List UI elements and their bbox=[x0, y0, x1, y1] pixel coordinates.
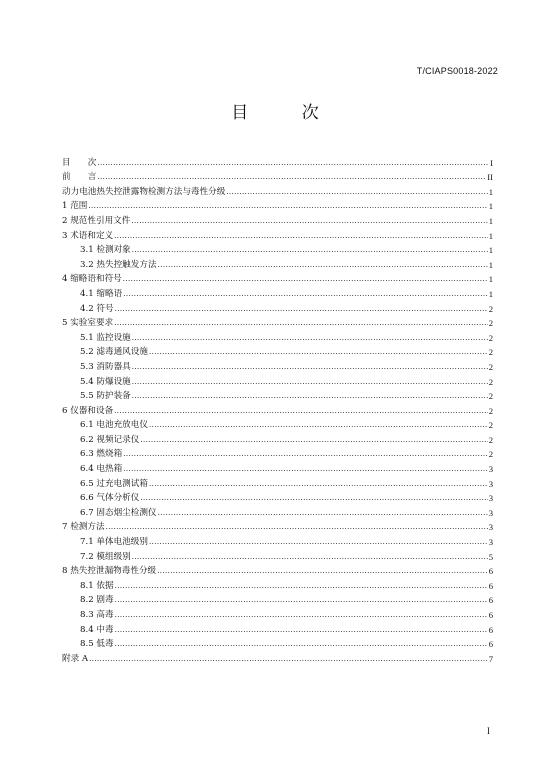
toc-leader-dots bbox=[132, 551, 488, 563]
toc-leader-dots bbox=[114, 317, 488, 329]
toc-entry-label: 4 缩略语和符号 bbox=[62, 274, 122, 285]
toc-entry-page: 2 bbox=[488, 405, 493, 416]
toc-leader-dots bbox=[115, 609, 488, 621]
toc-entry[interactable] bbox=[62, 606, 493, 621]
toc-entry-page: I bbox=[490, 157, 493, 168]
toc-entry-label: 6.3 燃烧箱 bbox=[80, 449, 123, 460]
toc-entry-label: 2 规范性引用文件 bbox=[62, 215, 131, 226]
toc-entry[interactable] bbox=[62, 315, 493, 330]
toc-entry[interactable] bbox=[62, 636, 493, 651]
toc-leader-dots bbox=[158, 507, 488, 519]
toc-leader-dots bbox=[123, 273, 488, 285]
toc-entry-label: 3 术语和定义 bbox=[62, 230, 114, 241]
toc-entry[interactable] bbox=[62, 533, 493, 548]
table-of-contents bbox=[62, 154, 493, 665]
toc-entry-label: 5 实验室要求 bbox=[62, 318, 114, 329]
toc-entry-label: 动力电池热失控泄露物检测方法与毒性分级 bbox=[62, 186, 226, 197]
toc-entry[interactable] bbox=[62, 358, 493, 373]
toc-entry-label: 6.1 电池充放电仪 bbox=[80, 420, 148, 431]
toc-entry-page: 3 bbox=[488, 537, 493, 548]
toc-entry[interactable] bbox=[62, 402, 493, 417]
toc-entry-page: 3 bbox=[488, 493, 493, 504]
page-title: 目 次 bbox=[231, 103, 343, 123]
toc-entry[interactable] bbox=[62, 300, 493, 315]
toc-leader-dots bbox=[149, 536, 488, 548]
toc-entry[interactable] bbox=[62, 519, 493, 534]
toc-entry[interactable] bbox=[62, 212, 493, 227]
toc-entry-page: 2 bbox=[488, 361, 493, 372]
toc-entry[interactable] bbox=[62, 417, 493, 432]
toc-entry-page: 1 bbox=[488, 259, 493, 270]
toc-leader-dots bbox=[97, 171, 486, 183]
toc-leader-dots bbox=[114, 230, 488, 242]
toc-leader-dots bbox=[88, 200, 487, 212]
toc-leader-dots bbox=[89, 653, 488, 665]
toc-entry[interactable] bbox=[62, 154, 493, 169]
toc-entry[interactable] bbox=[62, 329, 493, 344]
toc-leader-dots bbox=[140, 434, 487, 446]
toc-leader-dots bbox=[115, 303, 488, 315]
toc-entry[interactable] bbox=[62, 548, 493, 563]
toc-entry-page: 1 bbox=[488, 230, 493, 241]
toc-entry-page: 2 bbox=[488, 420, 493, 431]
toc-entry-page: 7 bbox=[488, 653, 493, 664]
toc-entry[interactable] bbox=[62, 621, 493, 636]
toc-entry-label: 8.5 低毒 bbox=[80, 639, 114, 650]
toc-entry-page: 2 bbox=[488, 303, 493, 314]
toc-leader-dots bbox=[106, 521, 488, 533]
toc-entry-page: 6 bbox=[488, 610, 493, 620]
toc-entry[interactable] bbox=[62, 475, 493, 490]
toc-entry[interactable] bbox=[62, 577, 493, 592]
toc-entry-page: 3 bbox=[488, 507, 493, 518]
toc-entry-page: II bbox=[487, 172, 493, 183]
toc-entry-label: 6.6 气体分析仪 bbox=[80, 493, 140, 504]
toc-entry[interactable] bbox=[62, 388, 493, 403]
toc-entry-page: 2 bbox=[488, 376, 493, 387]
toc-leader-dots bbox=[123, 463, 488, 475]
toc-leader-dots bbox=[131, 215, 487, 227]
toc-entry-label: 6.2 视频记录仪 bbox=[80, 434, 140, 445]
toc-entry-page: 2 bbox=[488, 318, 493, 329]
toc-entry[interactable] bbox=[62, 169, 493, 184]
toc-leader-dots bbox=[132, 332, 488, 344]
toc-entry[interactable] bbox=[62, 344, 493, 359]
toc-entry-label: 5.1 监控设施 bbox=[80, 332, 131, 343]
toc-entry[interactable] bbox=[62, 227, 493, 242]
toc-entry[interactable] bbox=[62, 592, 493, 607]
toc-entry-page: 6 bbox=[488, 580, 493, 591]
toc-entry-page: 2 bbox=[488, 449, 493, 460]
toc-entry[interactable] bbox=[62, 460, 493, 475]
toc-entry[interactable] bbox=[62, 563, 493, 578]
toc-leader-dots bbox=[132, 390, 488, 402]
toc-entry[interactable] bbox=[62, 183, 493, 198]
toc-entry-label: 6.5 过充电测试箱 bbox=[80, 478, 148, 489]
toc-entry-page: 6 bbox=[488, 566, 493, 577]
toc-entry-label: 附录 A bbox=[62, 653, 89, 664]
toc-entry-label: 8.3 高毒 bbox=[80, 610, 114, 620]
toc-entry-label: 5.3 消防器具 bbox=[80, 361, 131, 372]
toc-entry-label: 目 次 bbox=[62, 157, 97, 168]
toc-entry-label: 7.2 模组级别 bbox=[80, 551, 131, 562]
toc-entry[interactable] bbox=[62, 271, 493, 286]
toc-entry-label: 5.5 防护装备 bbox=[80, 391, 131, 402]
toc-entry-page: 3 bbox=[488, 464, 493, 475]
toc-entry-page: 1 bbox=[488, 245, 493, 256]
toc-leader-dots bbox=[149, 346, 488, 358]
toc-entry[interactable] bbox=[62, 198, 493, 213]
toc-entry[interactable] bbox=[62, 285, 493, 300]
toc-entry[interactable] bbox=[62, 242, 493, 257]
toc-leader-dots bbox=[114, 405, 488, 417]
toc-entry-page: 3 bbox=[488, 478, 493, 489]
toc-entry-label: 前 言 bbox=[62, 172, 97, 183]
toc-entry-label: 1 范围 bbox=[62, 201, 88, 212]
toc-entry-label: 8.2 剧毒 bbox=[80, 595, 114, 606]
toc-entry-page: 2 bbox=[488, 391, 493, 402]
toc-entry-page: 2 bbox=[488, 347, 493, 358]
toc-entry[interactable] bbox=[62, 650, 493, 665]
toc-entry[interactable] bbox=[62, 373, 493, 388]
toc-entry-page: 1 bbox=[488, 274, 493, 285]
toc-leader-dots bbox=[97, 157, 489, 169]
toc-entry-label: 4.2 符号 bbox=[80, 303, 114, 314]
toc-leader-dots bbox=[132, 244, 488, 256]
standard-code: T/CIAPS0018-2022 bbox=[416, 66, 498, 76]
toc-entry-page: 6 bbox=[488, 595, 493, 606]
toc-entry-label: 7 检测方法 bbox=[62, 522, 105, 533]
toc-entry-label: 8.1 依据 bbox=[80, 580, 114, 591]
toc-leader-dots bbox=[123, 448, 488, 460]
toc-entry-page: 2 bbox=[488, 434, 493, 445]
toc-entry[interactable] bbox=[62, 504, 493, 519]
toc-entry-page: 1 bbox=[488, 186, 493, 197]
toc-entry-label: 6.7 固态烟尘检测仪 bbox=[80, 507, 157, 518]
toc-entry-label: 4.1 缩略语 bbox=[80, 288, 123, 299]
toc-leader-dots bbox=[115, 580, 488, 592]
toc-leader-dots bbox=[115, 594, 488, 606]
toc-leader-dots bbox=[132, 376, 488, 388]
page-number: I bbox=[487, 726, 490, 736]
toc-entry-label: 7.1 单体电池级别 bbox=[80, 537, 148, 548]
toc-entry-page: 6 bbox=[488, 624, 493, 635]
toc-entry-page: 1 bbox=[488, 288, 493, 299]
toc-entry-page: 3 bbox=[488, 522, 493, 533]
toc-entry-label: 6.4 电热箱 bbox=[80, 464, 123, 475]
toc-entry-label: 3.1 检测对象 bbox=[80, 245, 131, 256]
toc-entry[interactable] bbox=[62, 431, 493, 446]
toc-leader-dots bbox=[157, 565, 488, 577]
toc-leader-dots bbox=[115, 624, 488, 636]
toc-leader-dots bbox=[115, 638, 488, 650]
toc-leader-dots bbox=[149, 419, 488, 431]
toc-leader-dots bbox=[123, 288, 488, 300]
toc-entry-label: 5.4 防爆设施 bbox=[80, 376, 131, 387]
toc-leader-dots bbox=[149, 478, 488, 490]
toc-leader-dots bbox=[158, 259, 488, 271]
toc-leader-dots bbox=[132, 361, 488, 373]
toc-entry-page: 6 bbox=[488, 639, 493, 650]
toc-entry-page: 5 bbox=[488, 551, 493, 562]
toc-leader-dots bbox=[140, 492, 487, 504]
toc-entry-label: 3.2 热失控触发方法 bbox=[80, 259, 157, 270]
toc-entry[interactable] bbox=[62, 256, 493, 271]
toc-entry-label: 8 热失控泄漏物毒性分级 bbox=[62, 566, 157, 577]
toc-entry-label: 5.2 滤毒通风设施 bbox=[80, 347, 148, 358]
toc-entry-page: 1 bbox=[488, 215, 493, 226]
toc-leader-dots bbox=[226, 186, 487, 198]
toc-entry-page: 2 bbox=[488, 332, 493, 343]
toc-entry[interactable] bbox=[62, 490, 493, 505]
toc-entry-label: 8.4 中毒 bbox=[80, 624, 114, 635]
toc-entry[interactable] bbox=[62, 446, 493, 461]
toc-entry-label: 6 仪器和设备 bbox=[62, 405, 114, 416]
toc-entry-page: 1 bbox=[488, 201, 493, 212]
